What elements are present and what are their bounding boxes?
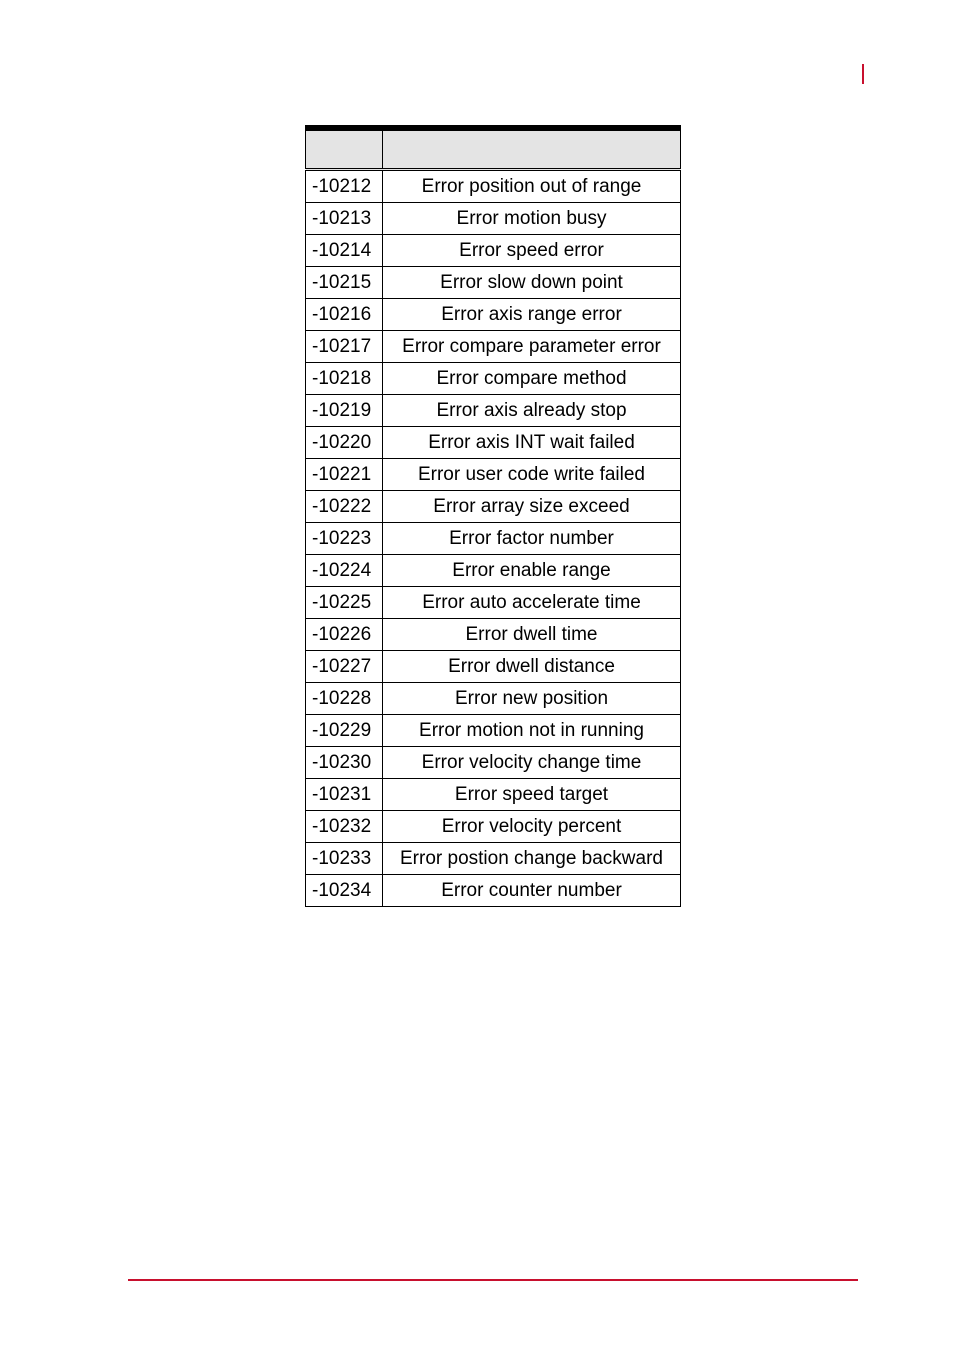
error-description-cell: Error auto accelerate time <box>383 587 681 619</box>
error-code-cell: -10220 <box>306 427 383 459</box>
table-row <box>306 715 681 747</box>
error-description-cell: Error velocity change time <box>383 747 681 779</box>
error-code-cell: -10214 <box>306 235 383 267</box>
table-row <box>306 491 681 523</box>
error-code-cell: -10228 <box>306 683 383 715</box>
error-description-cell: Error speed target <box>383 779 681 811</box>
table-row <box>306 683 681 715</box>
header-description <box>383 128 681 170</box>
error-description-cell: Error factor number <box>383 523 681 555</box>
table-row <box>306 299 681 331</box>
table-row <box>306 811 681 843</box>
table-row <box>306 747 681 779</box>
error-description-cell: Error postion change backward <box>383 843 681 875</box>
table-row <box>306 427 681 459</box>
error-description-cell: Error dwell time <box>383 619 681 651</box>
error-code-cell: -10218 <box>306 363 383 395</box>
error-code-cell: -10219 <box>306 395 383 427</box>
table-body <box>306 170 681 907</box>
error-code-cell: -10229 <box>306 715 383 747</box>
error-code-cell: -10231 <box>306 779 383 811</box>
error-description-cell: Error user code write failed <box>383 459 681 491</box>
footer-rule <box>128 1279 858 1281</box>
error-description-cell: Error axis INT wait failed <box>383 427 681 459</box>
header-code <box>306 128 383 170</box>
error-code-cell: -10222 <box>306 491 383 523</box>
error-description-cell: Error position out of range <box>383 170 681 203</box>
error-code-cell: -10212 <box>306 170 383 203</box>
table-row <box>306 170 681 203</box>
error-code-table <box>305 125 681 907</box>
table-row <box>306 651 681 683</box>
error-code-cell: -10227 <box>306 651 383 683</box>
error-description-cell: Error axis range error <box>383 299 681 331</box>
error-description-cell: Error compare parameter error <box>383 331 681 363</box>
table-row <box>306 363 681 395</box>
table-row <box>306 843 681 875</box>
error-code-cell: -10215 <box>306 267 383 299</box>
table-row <box>306 395 681 427</box>
table-row <box>306 555 681 587</box>
error-description-cell: Error counter number <box>383 875 681 907</box>
error-description-cell: Error velocity percent <box>383 811 681 843</box>
error-code-cell: -10225 <box>306 587 383 619</box>
error-description-cell: Error speed error <box>383 235 681 267</box>
error-code-cell: -10230 <box>306 747 383 779</box>
error-code-cell: -10226 <box>306 619 383 651</box>
error-code-cell: -10232 <box>306 811 383 843</box>
error-code-cell: -10216 <box>306 299 383 331</box>
table-row <box>306 587 681 619</box>
error-description-cell: Error array size exceed <box>383 491 681 523</box>
error-code-cell: -10213 <box>306 203 383 235</box>
table-row <box>306 331 681 363</box>
error-description-cell: Error compare method <box>383 363 681 395</box>
error-description-cell: Error axis already stop <box>383 395 681 427</box>
table-row <box>306 875 681 907</box>
error-code-cell: -10217 <box>306 331 383 363</box>
table-row <box>306 235 681 267</box>
table-header-row <box>306 128 681 170</box>
table-row <box>306 203 681 235</box>
error-description-cell: Error enable range <box>383 555 681 587</box>
error-description-cell: Error dwell distance <box>383 651 681 683</box>
table-row <box>306 779 681 811</box>
header-accent-mark <box>862 64 864 84</box>
table-row <box>306 619 681 651</box>
error-code-cell: -10224 <box>306 555 383 587</box>
error-code-cell: -10221 <box>306 459 383 491</box>
error-description-cell: Error motion busy <box>383 203 681 235</box>
error-description-cell: Error motion not in running <box>383 715 681 747</box>
table-row <box>306 267 681 299</box>
error-description-cell: Error slow down point <box>383 267 681 299</box>
table-row <box>306 523 681 555</box>
error-description-cell: Error new position <box>383 683 681 715</box>
error-code-cell: -10234 <box>306 875 383 907</box>
table-row <box>306 459 681 491</box>
error-code-cell: -10223 <box>306 523 383 555</box>
error-code-cell: -10233 <box>306 843 383 875</box>
error-code-table-container <box>305 125 680 907</box>
